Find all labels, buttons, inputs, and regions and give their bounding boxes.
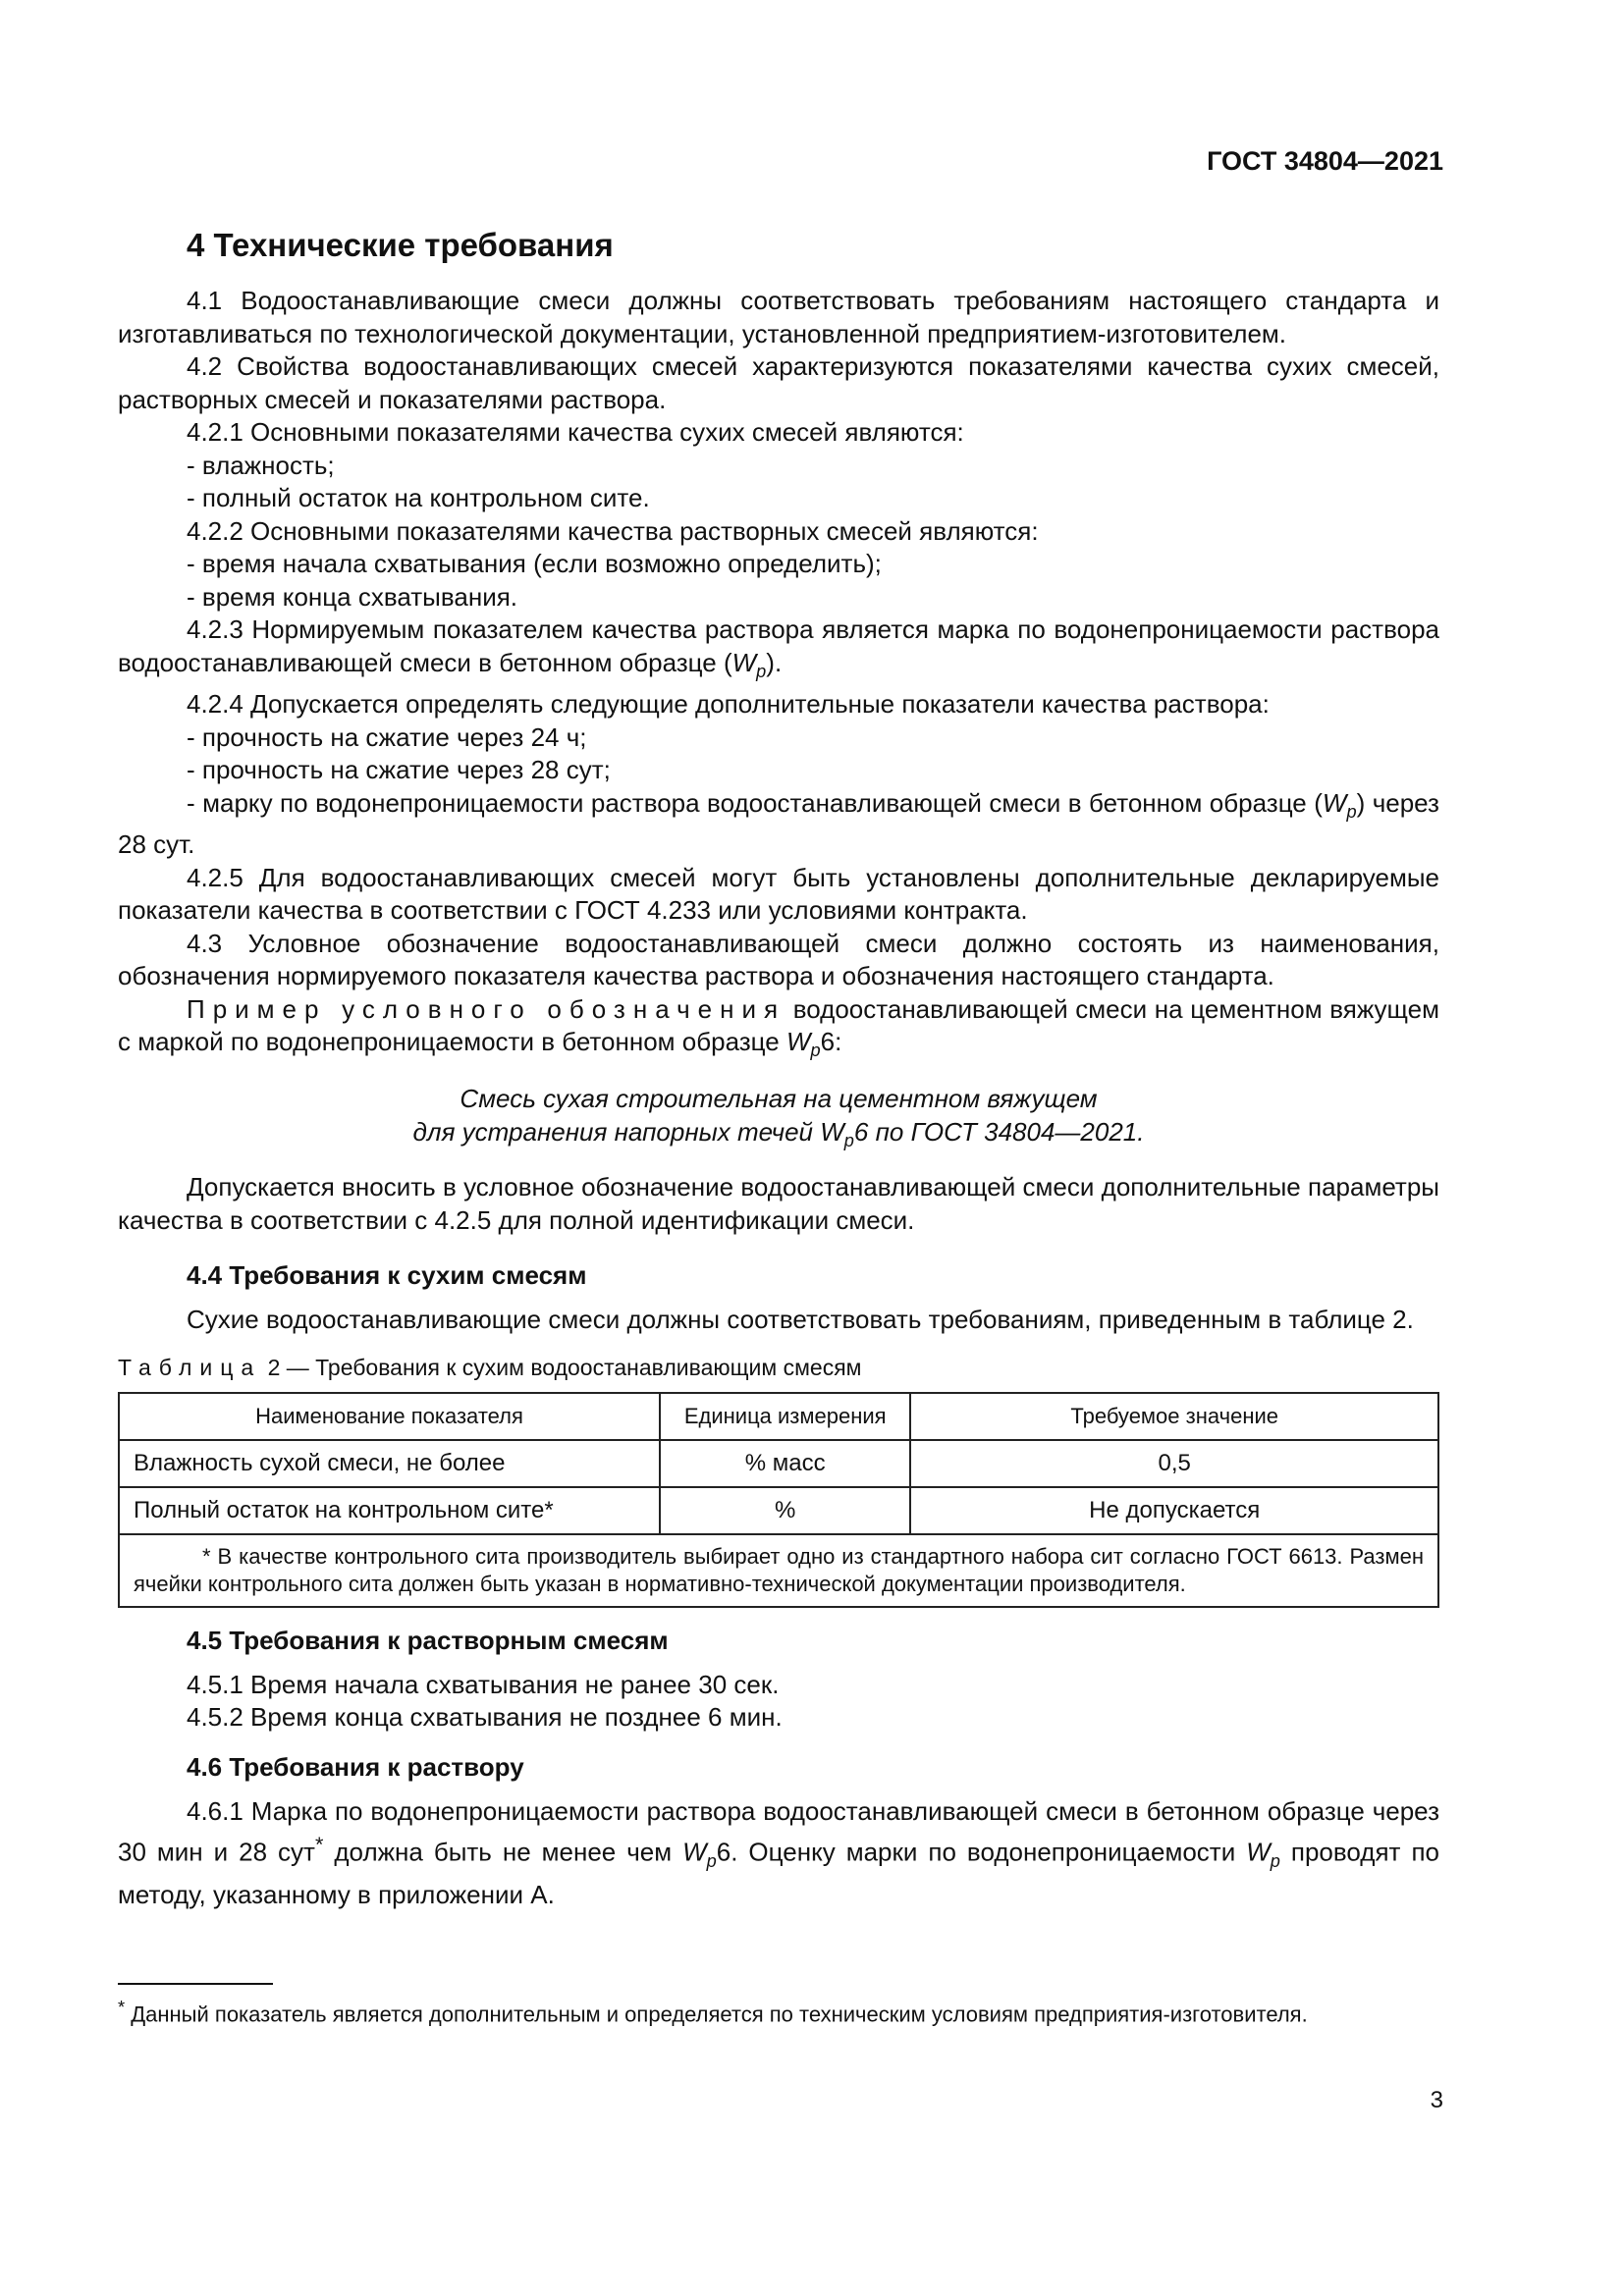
column-header: Требуемое значение <box>910 1393 1438 1440</box>
footnote-mark: * <box>118 1997 126 2017</box>
paragraph-4-5-1: 4.5.1 Время начала схватывания не ранее 30 сек. <box>187 1669 780 1699</box>
paragraph-4-2: 4.2 Свойства водоостанавливающих смесей характеризуются показателями качества сухих смесей, растворных смесей и показателями раствора. <box>118 351 1439 414</box>
example-line-2 <box>118 1115 1439 1157</box>
list-item: - прочность на сжатие через 28 сут; <box>187 755 611 785</box>
symbol-sub: p <box>810 1041 821 1061</box>
example-line-1: Смесь сухая строительная на цементном вяжущем <box>460 1084 1098 1114</box>
paragraph-4-4: Сухие водоостанавливающие смеси должны соответствовать требованиям, приведенным в таблице 2. <box>187 1305 1414 1335</box>
list-item: - прочность на сжатие через 24 ч; <box>187 721 587 752</box>
document-code: ГОСТ 34804—2021 <box>1207 146 1443 176</box>
symbol-w: W <box>682 1837 707 1867</box>
table-note: * В качестве контрольного сита производитель выбирает одно из стандартного набора сит согласно ГОСТ 6613. Размен ячейки контрольного сита должен быть указан в нормативно-технической документации производителя. <box>119 1534 1438 1607</box>
page-number: 3 <box>1430 2087 1443 2113</box>
symbol-w: W <box>731 647 757 677</box>
section-4-body <box>118 285 1439 1911</box>
text: для устранения напорных течей W <box>412 1117 844 1148</box>
symbol-sub: p <box>1346 801 1357 822</box>
text: 4.6.1 Марка по водонепроницаемости раствора водоостанавливающей смеси в бетонном образце через 30 мин и 28 сут <box>118 1795 1439 1867</box>
footnote <box>118 1993 1439 2029</box>
table-label: Таблица <box>118 1354 262 1380</box>
column-header: Наименование показателя <box>119 1393 660 1440</box>
table-row <box>119 1487 1438 1534</box>
list-item: - время начала схватывания (если возможно определить); <box>187 549 882 578</box>
symbol-sub: p <box>1270 1851 1280 1872</box>
table-note-row <box>119 1534 1438 1607</box>
subsection-title-4-5: 4.5 Требования к растворным смесям <box>187 1625 669 1655</box>
symbol-w: W <box>785 1027 811 1057</box>
table-cell: 0,5 <box>910 1440 1438 1487</box>
example-paragraph <box>118 993 1439 1068</box>
paragraph-4-3: 4.3 Условное обозначение водоостанавливающей смеси должно состоять из наименования, обозначения нормируемого показателя качества раствора и обозначения настоящего стандарта. <box>118 928 1439 991</box>
paragraph-4-2-1: 4.2.1 Основными показателями качества сухих смесей являются: <box>187 417 964 447</box>
text: 6: <box>820 1027 842 1057</box>
symbol-sub: p <box>843 1131 854 1151</box>
subsection-title-4-4: 4.4 Требования к сухим смесям <box>187 1260 587 1291</box>
paragraph-4-5-2: 4.5.2 Время конца схватывания не позднее 6 мин. <box>187 1702 783 1733</box>
symbol-w: W <box>1322 787 1347 818</box>
column-header: Единица измерения <box>660 1393 910 1440</box>
table-cell: % масс <box>660 1440 910 1487</box>
text: ) через 28 сут. <box>118 787 1439 860</box>
paragraph-4-6-1 <box>118 1795 1439 1911</box>
list-item: - время конца схватывания. <box>187 581 518 612</box>
paragraph-allow: Допускается вносить в условное обозначение водоостанавливающей смеси дополнительные параметры качества в соответствии с 4.2.5 для полной идентификации смеси. <box>118 1172 1439 1235</box>
section-title: 4 Технические требования <box>187 227 614 263</box>
text: 6. Оценку марки по водонепроницаемости <box>716 1837 1247 1867</box>
text: 6 по ГОСТ 34804—2021. <box>853 1117 1145 1148</box>
list-item: - полный остаток на контрольном сите. <box>187 483 650 512</box>
paragraph-4-2-2: 4.2.2 Основными показателями качества растворных смесей являются: <box>187 515 1039 546</box>
paragraph-4-2-4: 4.2.4 Допускается определять следующие дополнительные показатели качества раствора: <box>187 689 1270 720</box>
table-cell: Не допускается <box>910 1487 1438 1534</box>
table-row <box>119 1440 1438 1487</box>
paragraph-4-2-3 <box>118 614 1439 688</box>
text: 2 — Требования к сухим водоостанавливающим смесям <box>261 1354 862 1380</box>
table-cell: Полный остаток на контрольном сите* <box>119 1487 660 1534</box>
paragraph-4-2-5: 4.2.5 Для водоостанавливающих смесей могут быть установлены дополнительные декларируемые показатели качества в соответствии с ГОСТ 4.233 или условиями контракта. <box>118 862 1439 926</box>
symbol-w: W <box>1246 1837 1271 1867</box>
table-cell: Влажность сухой смеси, не более <box>119 1440 660 1487</box>
footnote-mark: * <box>314 1832 324 1857</box>
text: должна быть не менее чем <box>323 1837 683 1867</box>
text: - марку по водонепроницаемости раствора водоостанавливающей смеси в бетонном образце ( <box>187 787 1323 818</box>
text: проводят по методу, указанному в приложении А. <box>118 1837 1439 1909</box>
text: водоостанавливающей смеси на цементном вяжущем с маркой по водонепроницаемости в бетонном образце <box>118 993 1439 1057</box>
list-item <box>118 787 1439 862</box>
table-cell: % <box>660 1487 910 1534</box>
footnote-separator <box>118 1983 273 1985</box>
list-item: - влажность; <box>187 450 335 480</box>
subsection-title-4-6: 4.6 Требования к раствору <box>187 1751 524 1782</box>
text: ). <box>766 647 783 677</box>
footnote-text: Данный показатель является дополнительным и определяется по техническим условиям предприятия-изготовителя. <box>125 2002 1308 2027</box>
symbol-sub: p <box>756 661 767 681</box>
paragraph-4-1: 4.1 Водоостанавливающие смеси должны соответствовать требованиям настоящего стандарта и изготавливаться по технологической документации, установленной предприятием-изготовителем. <box>118 286 1439 348</box>
example-label: Пример условного обозначения <box>187 993 786 1024</box>
requirements-table <box>118 1392 1439 1608</box>
symbol-sub: p <box>706 1851 717 1872</box>
text: 4.2.3 Нормируемым показателем качества раствора является марка по водонепроницаемости раствора водоостанавливающей смеси в бетонном образце ( <box>118 614 1439 677</box>
table-caption <box>118 1353 1439 1382</box>
table-header-row <box>119 1393 1438 1440</box>
